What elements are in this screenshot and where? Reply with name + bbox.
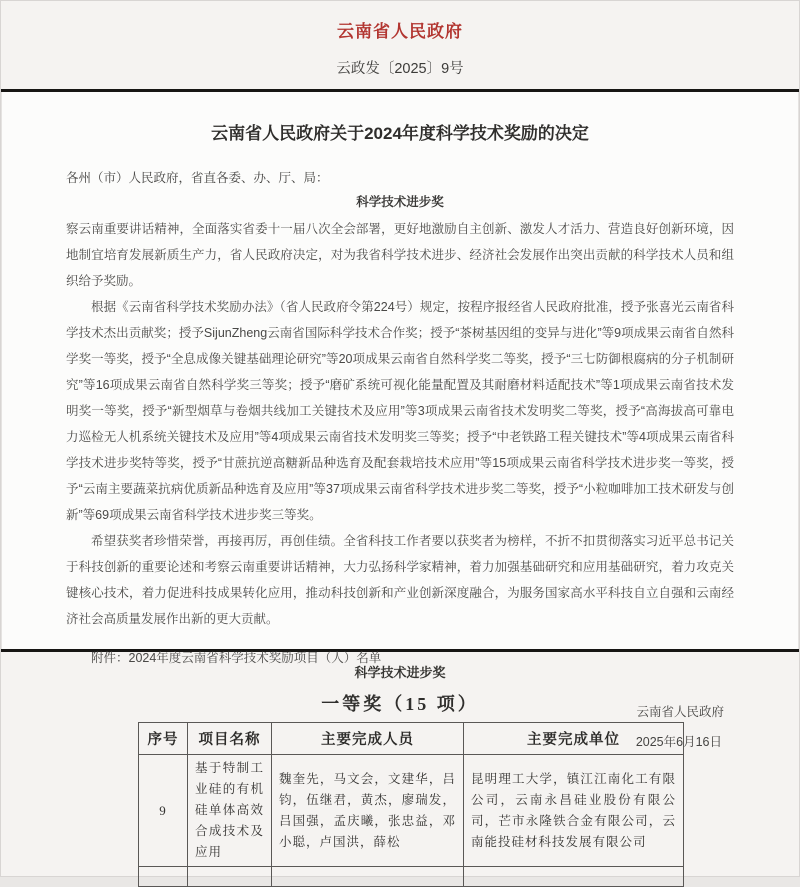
letter-title: 云南省人民政府关于2024年度科学技术奖励的决定 bbox=[211, 124, 589, 143]
signer-name: 云南省人民政府 bbox=[636, 705, 724, 719]
annex-section bbox=[1, 652, 799, 887]
cell-empty bbox=[272, 867, 464, 887]
paragraph-1: 察云南重要讲话精神，全面落实省委十一届八次全会部署，更好地激励自主创新、激发人才活力、营造良好创新环境，因地制宜培育发展新质生产力，省人民政府决定，对为我省科学技术进步、经济社会发展作出突出贡献的科学技术人员和组织给予奖励。 bbox=[66, 222, 734, 288]
signature-date: 2025年6月16日 bbox=[635, 735, 722, 749]
cell-empty bbox=[188, 867, 272, 887]
column-header-project: 项目名称 bbox=[188, 723, 272, 755]
column-header-units: 主要完成单位 bbox=[464, 723, 684, 755]
letter-section-heading: 科学技术进步奖 bbox=[356, 195, 444, 209]
cell-people: 魏奎先，马文会，文建华，吕钧，伍继君，黄杰，廖瑞发，吕国强，孟庆曦，张忠益，邓小聪，卢国洪，薛松 bbox=[272, 755, 464, 867]
document-number: 云政发〔2025〕9号 bbox=[336, 61, 464, 77]
cell-index: 9 bbox=[139, 755, 188, 867]
award-table bbox=[138, 722, 684, 887]
paragraph-3: 希望获奖者珍惜荣誉，再接再厉，再创佳绩。全省科技工作者要以获奖者为榜样，不折不扣贯彻落实习近平总书记关于科技创新的重要论述和考察云南重要讲话精神，大力弘扬科学家精神，着力加强基础研究和应用基础研究，着力攻克关键核心技术，着力促进科技成果转化应用，推动科技创新和产业创新深度融合，为服务国家高水平科技自立自强和云南经济社会高质量发展作出新的更大贡献。 bbox=[66, 534, 734, 626]
annex-subheading: 一等奖（15 项） bbox=[321, 694, 479, 714]
cell-project-name: 基于特制工业硅的有机硅单体高效合成技术及应用 bbox=[188, 755, 272, 867]
table-row-partial bbox=[139, 867, 684, 887]
cell-units: 昆明理工大学，镇江江南化工有限公司，云南永昌硅业股份有限公司，芒市永隆铁合金有限公司，云南能投硅材科技发展有限公司 bbox=[464, 755, 684, 867]
document-header bbox=[1, 1, 799, 78]
table-header-row bbox=[139, 723, 684, 755]
cell-empty bbox=[464, 867, 684, 887]
salutation-line: 各州（市）人民政府，省直各委、办、厅、局： bbox=[66, 171, 329, 185]
cell-empty bbox=[139, 867, 188, 887]
column-header-index: 序号 bbox=[139, 723, 188, 755]
issuing-org-name: 云南省人民政府 bbox=[337, 22, 463, 41]
column-header-people: 主要完成人员 bbox=[272, 723, 464, 755]
table-row bbox=[139, 755, 684, 867]
annex-heading: 科学技术进步奖 bbox=[354, 665, 446, 680]
paragraph-2: 根据《云南省科学技术奖励办法》（省人民政府令第224号）规定，按程序报经省人民政府批准，授予张喜光云南省科学技术杰出贡献奖；授予SijunZheng云南省国际科学技术合作奖；授予“茶树基因组的变异与进化”等9项成果云南省自然科学奖一等奖，授予“全息成像关键基础理论研究”等20项成果云南省自然科学奖二等奖，授予“三七防御根腐病的分子机制研究”等16项成果云南省自然科学奖三等奖；授予“磨矿系统可视化能量配置及其耐磨材料适配技术”等1项成果云南省技术发明奖一等奖，授予“新型烟草与卷烟共线加工关键技术及应用”等3项成果云南省技术发明奖二等奖，授予“高海拔高可靠电力巡检无人机系统关键技术及应用”等4项成果云南省技术发明奖三等奖；授予“中老铁路工程关键技术”等4项成果云南省科学技术进步奖特等奖，授予“甘蔗抗逆高糖新品种选育及配套栽培技术应用”等15项成果云南省科学技术进步奖一等奖，授予“云南主要蔬菜抗病优质新品种选育及应用”等37项成果云南省科学技术进步奖二等奖，授予“小粒咖啡加工技术研发与创新”等69项成果云南省科学技术进步奖三等奖。 bbox=[66, 300, 734, 522]
attachment-line: 附件：2024年度云南省科学技术奖励项目（人）名单 bbox=[91, 651, 382, 665]
